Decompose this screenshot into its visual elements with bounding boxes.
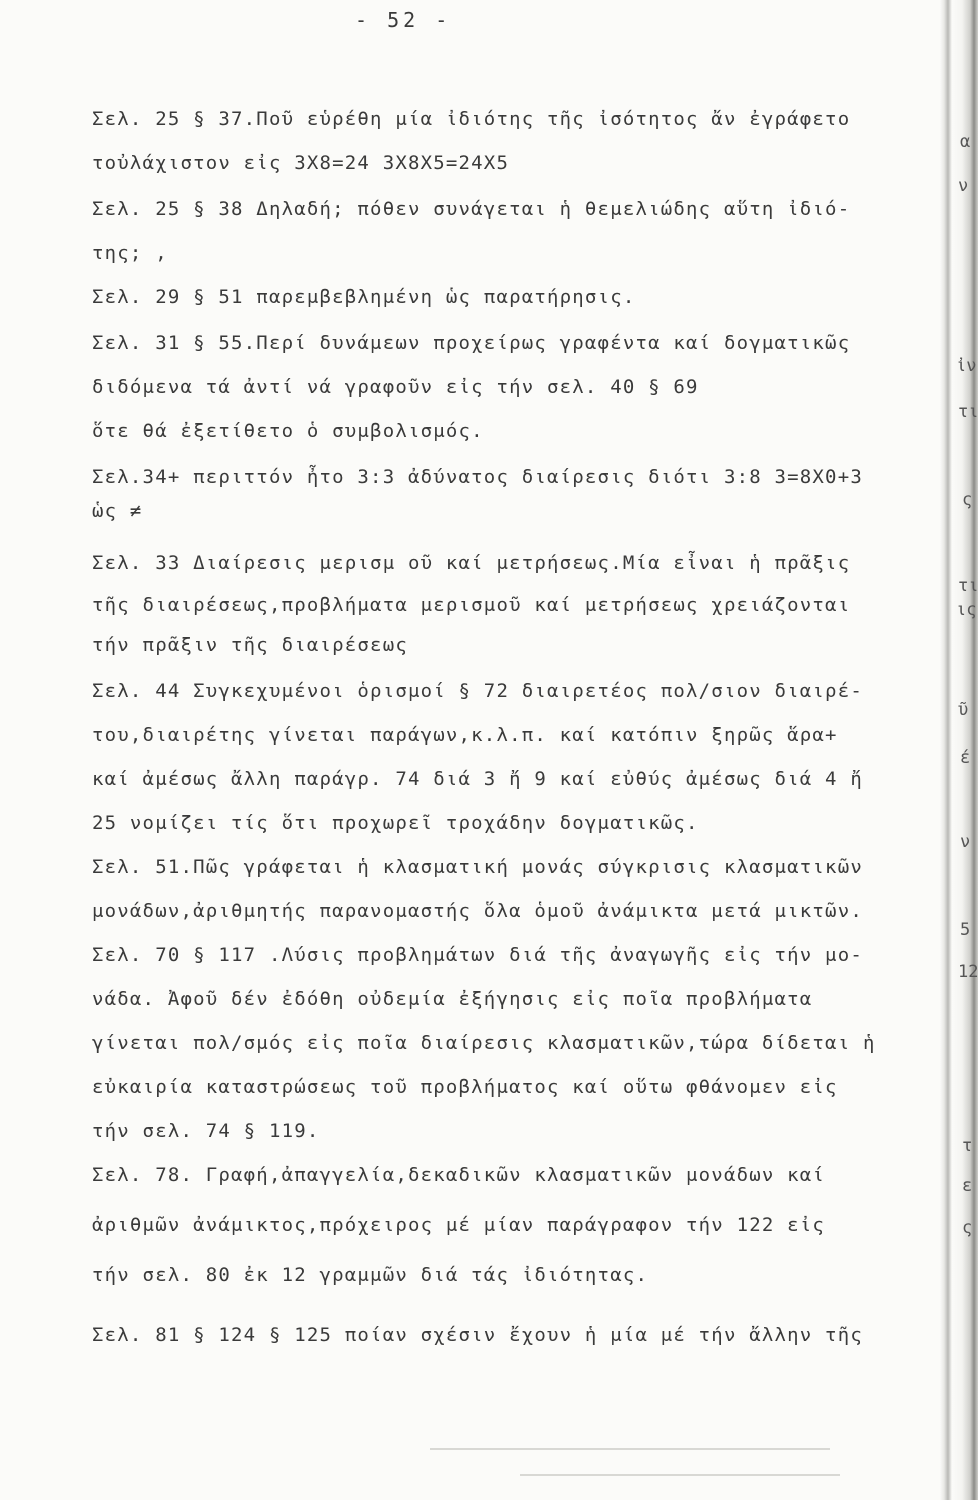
page-number: - 52 - xyxy=(355,8,452,32)
bleed-through-line xyxy=(430,1448,830,1450)
text-line: Σελ. 25 § 37.Ποῦ εὑρέθη μία ἰδιότης τῆς ἰσότητος ἄν ἐγράφετο xyxy=(92,108,851,130)
text-line: 25 νομίζει τίς ὅτι προχωρεῖ τροχάδην δογματικῶς. xyxy=(92,812,699,834)
text-line: τήν πρᾶξιν τῆς διαιρέσεως xyxy=(92,634,408,656)
margin-fragment: ἰν xyxy=(956,356,977,376)
text-line: ὡς ≠ xyxy=(92,500,143,522)
bleed-through-line xyxy=(520,1474,840,1476)
margin-fragment: ε xyxy=(962,1176,973,1196)
text-line: Σελ.34+ περιττόν ἦτο 3:3 ἀδύνατος διαίρεσις διότι 3:8 3=8Χ0+3 xyxy=(92,466,863,488)
text-line: Σελ. 25 § 38 Δηλαδή; πόθεν συνάγεται ἡ θεμελιώδης αὕτη ἰδιό- xyxy=(92,198,851,220)
margin-fragment: έ xyxy=(960,748,971,768)
text-line: νάδα. Ἀφοῦ δέν ἐδόθη οὐδεμία ἐξήγησις εἰς ποῖα προβλήματα xyxy=(92,988,813,1010)
margin-fragment: 5 xyxy=(960,920,971,940)
margin-fragment: ν xyxy=(958,176,969,196)
text-line: Σελ. 44 Συγκεχυμένοι ὁρισμοί § 72 διαιρετέος πολ/σιον διαιρέ- xyxy=(92,680,863,702)
text-line: Σελ. 31 § 55.Περί δυνάμεων προχείρως γραφέντα καί δογματικῶς xyxy=(92,332,851,354)
text-line: ὅτε θά ἐξετίθετο ὁ συμβολισμός. xyxy=(92,420,484,442)
margin-fragment: ις xyxy=(956,600,977,620)
text-line: του,διαιρέτης γίνεται παράγων,κ.λ.π. καί κατόπιν ξηρῶς ἅρα+ xyxy=(92,724,838,746)
text-line: τῆς διαιρέσεως,προβλήματα μερισμοῦ καί μετρήσεως χρειάζονται xyxy=(92,594,851,616)
margin-fragment: ς xyxy=(962,490,973,510)
margin-fragment: τι xyxy=(958,576,978,596)
margin-fragment: ς xyxy=(962,1218,973,1238)
text-line: μονάδων,ἀριθμητής παρανομαστής ὅλα ὁμοῦ ἀνάμικτα μετά μικτῶν. xyxy=(92,900,863,922)
margin-fragment: ῦ xyxy=(958,700,969,720)
text-line: εὐκαιρία καταστρώσεως τοῦ προβλήματος καί οὕτω φθάνομεν εἰς xyxy=(92,1076,838,1098)
text-line: διδόμενα τά ἀντί νά γραφοῦν εἰς τήν σελ. 40 § 69 xyxy=(92,376,699,398)
text-line: Σελ. 33 Διαίρεσις μερισμ οῦ καί μετρήσεως.Μία εἶναι ἡ πρᾶξις xyxy=(92,552,851,574)
text-line: Σελ. 78. Γραφή,ἀπαγγελία,δεκαδικῶν κλασματικῶν μονάδων καί xyxy=(92,1164,826,1186)
text-line: καί ἀμέσως ἄλλη παράγρ. 74 διά 3 ἤ 9 καί εὐθύς ἀμέσως διά 4 ἤ xyxy=(92,768,863,790)
text-line: Σελ. 70 § 117 .Λύσις προβλημάτων διά τῆς ἀναγωγῆς εἰς τήν μο- xyxy=(92,944,863,966)
margin-fragment: ν xyxy=(960,832,971,852)
text-line: ἀριθμῶν ἀνάμικτος,πρόχειρος μέ μίαν παράγραφον τήν 122 εἰς xyxy=(92,1214,826,1236)
text-line: τήν σελ. 74 § 119. xyxy=(92,1120,320,1142)
margin-fragment: α xyxy=(960,132,971,152)
text-line: γίνεται πολ/σμός εἰς ποῖα διαίρεσις κλασματικῶν,τώρα δίδεται ἡ xyxy=(92,1032,876,1054)
margin-fragment: τ xyxy=(962,1136,973,1156)
text-line: Σελ. 29 § 51 παρεμβεβλημένη ὡς παρατήρησις. xyxy=(92,286,636,308)
text-line: Σελ. 51.Πῶς γράφεται ἡ κλασματική μονάς σύγκρισις κλασματικῶν xyxy=(92,856,863,878)
text-line: τοὐλάχιστον εἰς 3Χ8=24 3Χ8Χ5=24Χ5 xyxy=(92,152,510,174)
margin-fragment: 12 xyxy=(958,962,978,982)
text-line: τήν σελ. 80 ἐκ 12 γραμμῶν διά τάς ἰδιότητας. xyxy=(92,1264,649,1286)
text-line: Σελ. 81 § 124 § 125 ποίαν σχέσιν ἔχουν ἡ μία μέ τήν ἄλλην τῆς xyxy=(92,1324,863,1346)
margin-fragment: τι xyxy=(958,402,978,422)
text-line: της; , xyxy=(92,242,168,264)
